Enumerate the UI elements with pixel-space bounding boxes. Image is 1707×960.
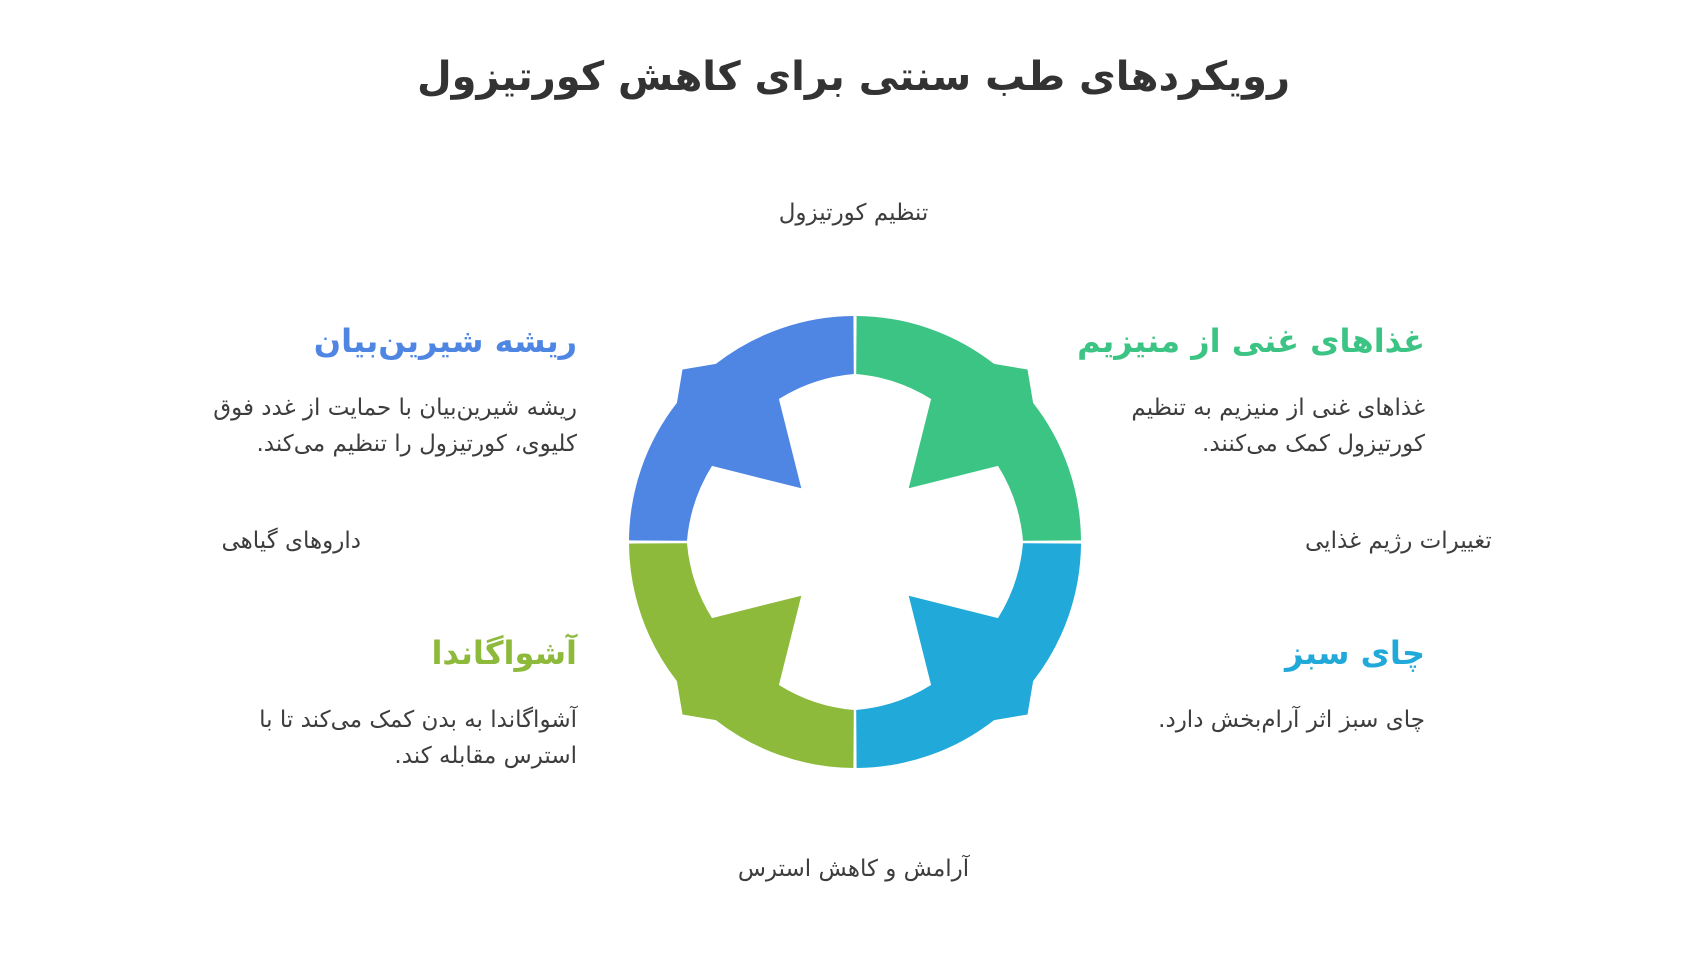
item-desc-ashwagandha: آشواگاندا به بدن کمک می‌کند تا با استرس مقابله کند. (259, 707, 577, 769)
item-title-ashwagandha: آشواگاندا (431, 634, 577, 672)
item-desc-magnesium: غذاهای غنی از منیزیم به تنظیم کورتیزول کمک می‌کنند. (1131, 395, 1425, 457)
page-title: رویکردهای طب سنتی برای کاهش کورتیزول (416, 54, 1291, 100)
axis-label-bottom: آرامش و کاهش استرس (737, 856, 970, 882)
item-title-green-tea: چای سبز (1285, 634, 1425, 672)
axis-label-left: داروهای گیاهی (221, 528, 361, 554)
cycle-diagram (625, 312, 1085, 772)
axis-label-top: تنظیم کورتیزول (778, 200, 929, 226)
item-title-licorice: ریشه شیرین‌بیان (313, 322, 577, 360)
item-desc-green-tea: چای سبز اثر آرام‌بخش دارد. (1158, 707, 1425, 733)
segment-ashwagandha (629, 543, 854, 768)
segment-licorice (629, 316, 854, 541)
item-desc-licorice: ریشه شیرین‌بیان با حمایت از غدد فوق کلیوی، کورتیزول را تنظیم می‌کند. (213, 395, 577, 457)
item-title-magnesium: غذاهای غنی از منیزیم (1077, 322, 1425, 360)
segment-green-tea (856, 543, 1081, 768)
segment-magnesium (856, 316, 1081, 541)
axis-label-right: تغییرات رژیم غذایی (1305, 528, 1492, 554)
